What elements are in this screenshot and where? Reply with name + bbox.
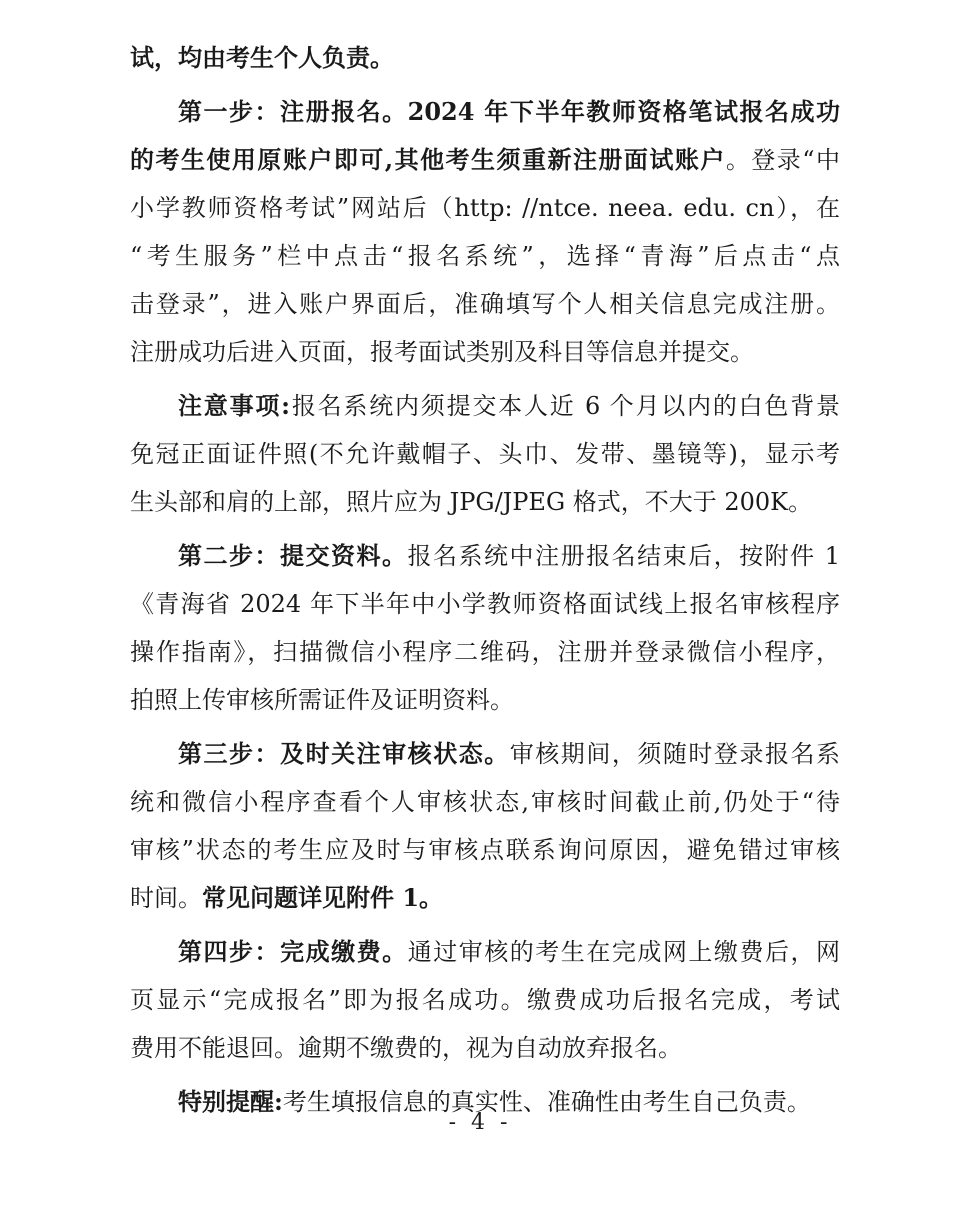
- step1-line-3: 小学教师资格考试”网站后（http: //ntce. neea. edu. cn），在: [130, 194, 840, 222]
- step2-paragraph: [130, 532, 840, 724]
- notice-line-1: [130, 382, 840, 430]
- step3-line4-text: 时间。: [130, 884, 202, 912]
- step1-title: 第一步：注册报名。: [178, 97, 408, 126]
- step1-line2-rest: 。登录“中: [725, 146, 840, 174]
- step1-line1-bold: 2024 年下半年教师资格笔试报名成功: [407, 97, 841, 126]
- step1-line-4: “考生服务”栏中点击“报名系统”，选择“青海”后点击“点: [130, 242, 840, 270]
- step3-line-3: 审核”状态的考生应及时与审核点联系询问原因，避免错过审核: [130, 836, 840, 864]
- page-number: - 4 -: [448, 1110, 512, 1135]
- step4-line-3: 费用不能退回。逾期不缴费的，视为自动放弃报名。: [130, 1034, 682, 1062]
- notice-title: 注意事项:: [178, 391, 291, 420]
- step3-line-1: [130, 730, 840, 778]
- step4-paragraph: [130, 928, 840, 1072]
- step2-line-2: 《青海省 2024 年下半年中小学教师资格面试线上报名审核程序: [130, 590, 840, 618]
- step2-line-1: [130, 532, 840, 580]
- step4-line-2: 页显示“完成报名”即为报名成功。缴费成功后报名完成，考试: [130, 986, 840, 1014]
- step4-line-1: [130, 928, 840, 976]
- step1-paragraph: [130, 88, 840, 376]
- step4-line1-text: 通过审核的考生在完成网上缴费后，网: [407, 938, 841, 966]
- step3-line-4: [130, 874, 840, 922]
- step1-line2-bold: 的考生使用原账户即可,其他考生须重新注册面试账户: [130, 145, 726, 174]
- notice-line-3: 生头部和肩的上部，照片应为 JPG/JPEG 格式，不大于 200K。: [130, 488, 813, 516]
- step3-line-2: 统和微信小程序查看个人审核状态,审核时间截止前,仍处于“待: [130, 788, 840, 816]
- step1-line-1: [130, 88, 840, 136]
- step2-line-4: 拍照上传审核所需证件及证明资料。: [130, 686, 514, 714]
- step4-title: 第四步：完成缴费。: [178, 937, 408, 966]
- intro-tail: 试，均由考生个人负责。: [130, 43, 394, 72]
- notice-line1-text: 报名系统内须提交本人近 6 个月以内的白色背景: [290, 392, 840, 420]
- reminder-line1-text: 考生填报信息的真实性、准确性由考生自己负责。: [282, 1088, 811, 1116]
- notice-paragraph: [130, 382, 840, 526]
- intro-tail-line: [130, 34, 840, 82]
- step1-line-6: 注册成功后进入页面，报考面试类别及科目等信息并提交。: [130, 338, 754, 366]
- step3-title: 第三步：及时关注审核状态。: [178, 739, 510, 768]
- step2-line-3: 操作指南》，扫描微信小程序二维码，注册并登录微信小程序，: [130, 638, 840, 666]
- step3-paragraph: [130, 730, 840, 922]
- step3-line4-bold: 常见问题详见附件 1。: [202, 883, 444, 912]
- notice-line-2: 免冠正面证件照(不允许戴帽子、头巾、发带、墨镜等)，显示考: [130, 440, 840, 468]
- reminder-title: 特别提醒:: [178, 1087, 283, 1116]
- step1-line-5: 击登录”，进入账户界面后，准确填写个人相关信息完成注册。: [130, 290, 840, 318]
- step2-line1-text: 报名系统中注册报名结束后，按附件 1: [407, 542, 841, 570]
- step3-line1-text: 审核期间，须随时登录报名系: [509, 740, 841, 768]
- step2-title: 第二步：提交资料。: [178, 541, 408, 570]
- step1-line-2: [130, 136, 840, 184]
